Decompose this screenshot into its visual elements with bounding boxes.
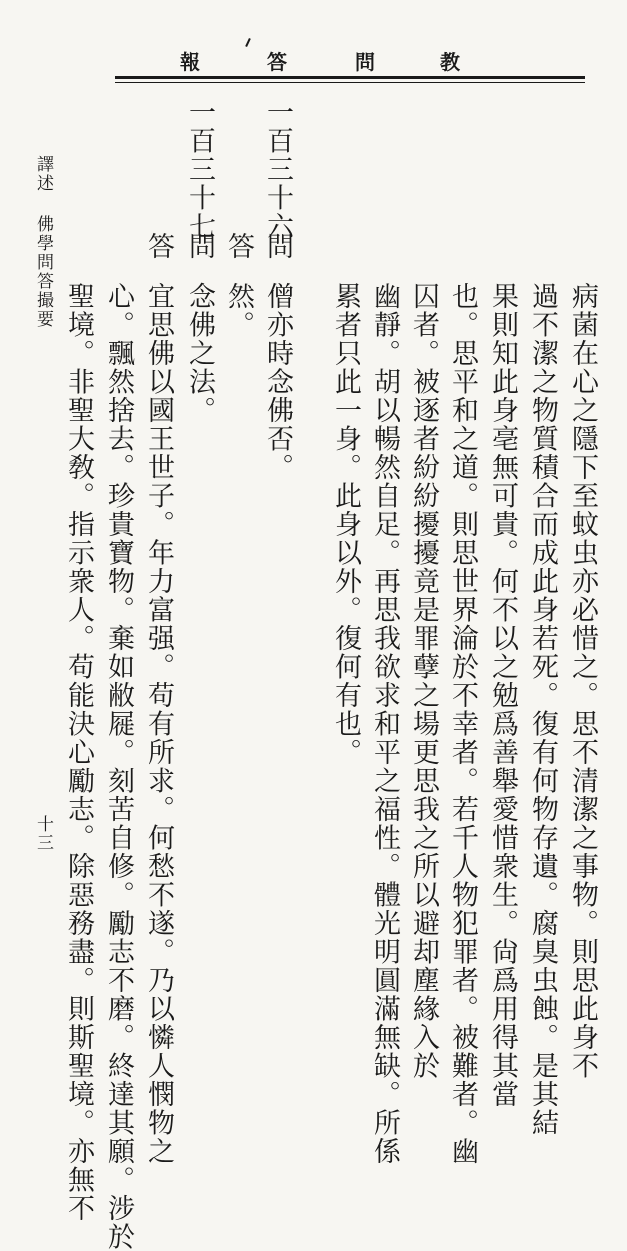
text-column-4: 也。思平和之道。則思世界淪於不幸者。若千人物犯罪者。被難者。幽 — [447, 282, 478, 1166]
page-number: 十三 — [33, 815, 53, 852]
header-char-4: 教 — [440, 50, 460, 74]
answer-text: 然。 — [223, 282, 254, 339]
answer-label: 答 — [143, 232, 174, 261]
text-column-3: 果則知此身亳無可貴。何不以之勉爲善舉愛惜衆生。尙爲用得其當 — [487, 282, 518, 1109]
margin-book-title: 譯述 佛學問答撮要 — [33, 155, 53, 329]
header-rule-thin — [115, 82, 585, 83]
question-label: 問 — [184, 232, 215, 261]
question-text: 念佛之法。 — [184, 282, 215, 425]
header-ornament — [245, 38, 251, 47]
header-char-3: 問 — [355, 50, 375, 74]
text-column-1: 病菌在心之隱下至蚊虫亦必惜之。思不清潔之事物。則思此身不 — [567, 282, 598, 1080]
header-char-2: 答 — [267, 50, 287, 74]
question-text: 僧亦時念佛否。 — [262, 282, 293, 482]
running-header — [150, 34, 550, 78]
text-column-6: 幽靜。胡以暢然自足。再思我欲求和平之福性。體光明圓滿無缺。所係 — [369, 282, 400, 1166]
answer-text-line-2: 心。飄然捨去。珍貴寶物。棄如敝屣。刻苦自修。勵志不磨。終達其願。涉於 — [103, 282, 134, 1251]
question-label: 問 — [262, 232, 293, 261]
text-column-7: 累者只此一身。此身以外。復何有也。 — [330, 282, 361, 767]
text-column-2: 過不潔之物質積合而成此身若死。復有何物存遺。腐臭虫蝕。是其結 — [527, 282, 558, 1137]
answer-text-line-3: 聖境。非聖大敎。指示衆人。苟能決心勵志。除惡務盡。則斯聖境。亦無不 — [63, 282, 94, 1223]
answer-text-line-1: 宜思佛以國王世子。年力富强。苟有所求。何愁不遂。乃以憐人憫物之 — [143, 282, 174, 1166]
header-rule — [115, 76, 585, 79]
header-char-1: 報 — [180, 50, 200, 74]
answer-label: 答 — [223, 232, 254, 261]
text-column-5: 囚者。被逐者紛紛擾擾竟是罪孽之場更思我之所以避却塵緣入於 — [408, 282, 439, 1080]
question-number-136: 一百三十六 — [262, 98, 293, 241]
question-number-137: 一百三十七 — [184, 98, 215, 241]
